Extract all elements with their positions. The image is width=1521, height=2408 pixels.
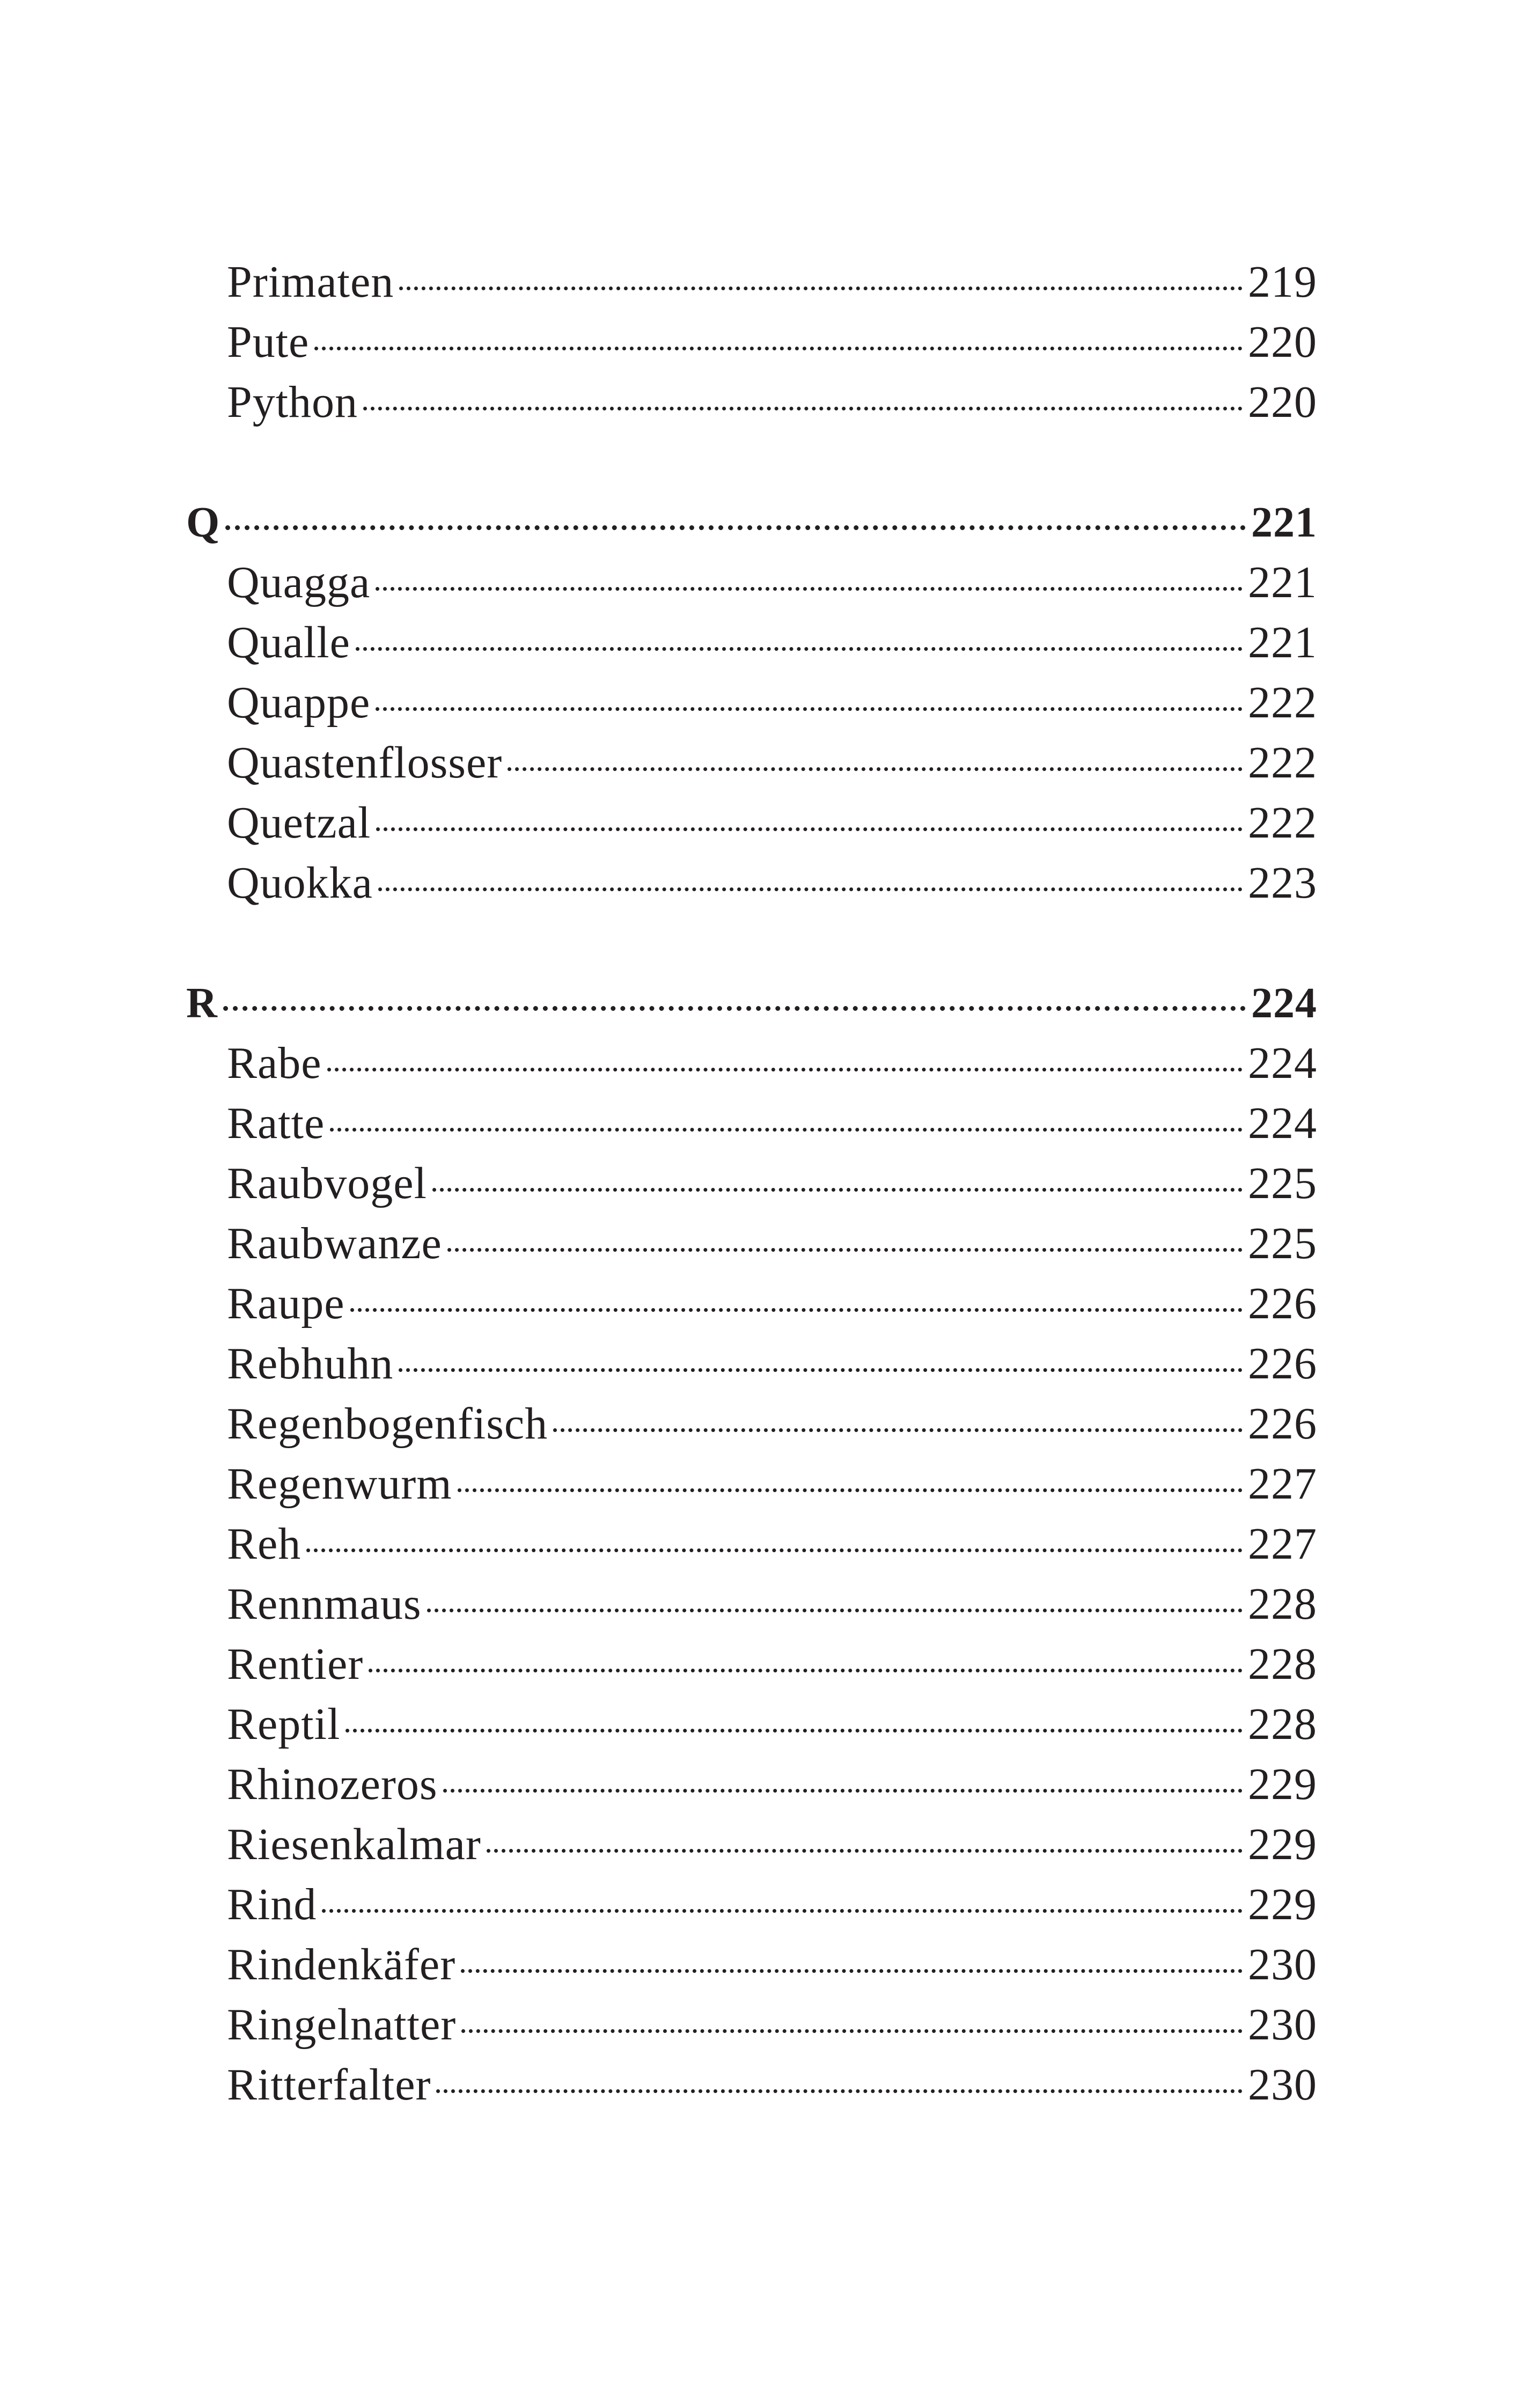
entry-name: Rebhuhn	[227, 1339, 394, 1389]
index-entry	[186, 553, 1317, 613]
index-entry	[186, 1634, 1317, 1694]
entry-name: Rabe	[227, 1038, 322, 1088]
section-page-number: 221	[1251, 499, 1317, 546]
section-letter: R	[186, 980, 218, 1027]
dot-leader	[356, 647, 1243, 651]
dot-leader	[378, 887, 1243, 891]
index-entry	[186, 613, 1317, 673]
entry-name: Quetzal	[227, 798, 371, 848]
section-letter: Q	[186, 499, 221, 546]
index-entry	[186, 312, 1317, 372]
entry-name: Rennmaus	[227, 1579, 422, 1629]
entry-page-number: 221	[1248, 618, 1317, 667]
entry-page-number: 230	[1248, 2000, 1317, 2050]
index-entry	[186, 1093, 1317, 1154]
entry-name: Quastenflosser	[227, 738, 503, 788]
entry-page-number: 219	[1248, 257, 1317, 307]
entry-page-number: 224	[1248, 1098, 1317, 1148]
index-entry	[186, 1033, 1317, 1093]
table-of-contents	[186, 252, 1317, 2115]
entry-name: Ratte	[227, 1098, 325, 1148]
entry-page-number: 227	[1248, 1459, 1317, 1509]
entry-name: Riesenkalmar	[227, 1819, 481, 1869]
entry-page-number: 226	[1248, 1279, 1317, 1328]
index-entry	[186, 853, 1317, 913]
entry-name: Regenwurm	[227, 1459, 452, 1509]
section-page-number: 224	[1251, 980, 1317, 1027]
section-letter-heading	[186, 493, 1317, 553]
entry-name: Quappe	[227, 678, 371, 728]
entry-page-number: 225	[1248, 1158, 1317, 1208]
index-entry	[186, 1274, 1317, 1334]
index-entry	[186, 673, 1317, 733]
index-entry	[186, 733, 1317, 793]
entry-page-number: 222	[1248, 738, 1317, 788]
dot-leader	[508, 767, 1243, 771]
entry-name: Regenbogenfisch	[227, 1399, 548, 1449]
index-entry	[186, 1694, 1317, 1754]
dot-leader	[327, 1068, 1243, 1071]
dot-leader	[306, 1548, 1243, 1552]
entry-page-number: 225	[1248, 1218, 1317, 1268]
index-entry	[186, 1454, 1317, 1514]
entry-page-number: 224	[1248, 1038, 1317, 1088]
dot-leader	[369, 1669, 1243, 1672]
entry-name: Pute	[227, 317, 310, 367]
index-entry	[186, 1214, 1317, 1274]
dot-leader	[553, 1428, 1243, 1432]
entry-name: Reptil	[227, 1699, 341, 1749]
index-entry	[186, 252, 1317, 312]
entry-page-number: 228	[1248, 1699, 1317, 1749]
entry-page-number: 229	[1248, 1819, 1317, 1869]
index-section-p-continued	[186, 252, 1317, 432]
index-entry	[186, 1514, 1317, 1574]
entry-name: Raubvogel	[227, 1158, 427, 1208]
dot-leader	[399, 1368, 1243, 1372]
index-entry	[186, 1574, 1317, 1634]
entry-page-number: 230	[1248, 1940, 1317, 1989]
entry-page-number: 228	[1248, 1579, 1317, 1629]
dot-leader	[346, 1729, 1243, 1732]
dot-leader	[458, 1488, 1243, 1492]
dot-leader	[461, 1969, 1243, 1973]
entry-name: Rhinozeros	[227, 1759, 438, 1809]
dot-leader	[399, 287, 1243, 290]
entry-name: Rindenkäfer	[227, 1940, 456, 1989]
index-entry	[186, 2055, 1317, 2115]
dot-leader	[461, 2029, 1243, 2033]
dot-leader	[376, 827, 1243, 831]
entry-page-number: 229	[1248, 1759, 1317, 1809]
dot-leader	[443, 1789, 1243, 1793]
dot-leader	[376, 587, 1243, 591]
index-section-q	[186, 493, 1317, 913]
index-entry	[186, 793, 1317, 853]
entry-page-number: 230	[1248, 2060, 1317, 2110]
entry-name: Reh	[227, 1519, 302, 1569]
entry-name: Python	[227, 377, 358, 427]
dot-leader	[427, 1609, 1243, 1612]
index-entry	[186, 1875, 1317, 1935]
entry-name: Quokka	[227, 858, 373, 908]
dot-leader	[376, 707, 1243, 711]
dot-leader	[432, 1188, 1243, 1192]
entry-name: Ringelnatter	[227, 2000, 457, 2050]
dot-leader	[487, 1849, 1243, 1853]
entry-page-number: 228	[1248, 1639, 1317, 1689]
entry-page-number: 227	[1248, 1519, 1317, 1569]
entry-page-number: 220	[1248, 317, 1317, 367]
section-letter-heading	[186, 973, 1317, 1033]
index-entry	[186, 1154, 1317, 1214]
entry-page-number: 220	[1248, 377, 1317, 427]
entry-page-number: 226	[1248, 1339, 1317, 1389]
dot-leader	[223, 1006, 1246, 1011]
dot-leader	[322, 1909, 1243, 1913]
index-entry	[186, 372, 1317, 432]
dot-leader	[447, 1248, 1243, 1252]
entry-name: Quagga	[227, 557, 371, 607]
entry-name: Primaten	[227, 257, 394, 307]
entry-name: Raubwanze	[227, 1218, 442, 1268]
dot-leader	[225, 525, 1246, 530]
entry-name: Rind	[227, 1880, 317, 1929]
entry-page-number: 229	[1248, 1880, 1317, 1929]
entry-page-number: 223	[1248, 858, 1317, 908]
entry-name: Raupe	[227, 1279, 345, 1328]
entry-page-number: 222	[1248, 678, 1317, 728]
entry-page-number: 221	[1248, 557, 1317, 607]
entry-page-number: 226	[1248, 1399, 1317, 1449]
dot-leader	[314, 347, 1243, 350]
dot-leader	[363, 407, 1243, 410]
entry-page-number: 222	[1248, 798, 1317, 848]
index-entry	[186, 1394, 1317, 1454]
dot-leader	[436, 2089, 1243, 2093]
index-entry	[186, 1334, 1317, 1394]
index-entry	[186, 1935, 1317, 1995]
entry-name: Rentier	[227, 1639, 364, 1689]
entry-name: Ritterfalter	[227, 2060, 431, 2110]
index-entry	[186, 1754, 1317, 1815]
index-entry	[186, 1995, 1317, 2055]
index-entry	[186, 1815, 1317, 1875]
dot-leader	[330, 1128, 1243, 1132]
dot-leader	[350, 1308, 1243, 1312]
entry-name: Qualle	[227, 618, 350, 667]
index-section-r	[186, 973, 1317, 2115]
